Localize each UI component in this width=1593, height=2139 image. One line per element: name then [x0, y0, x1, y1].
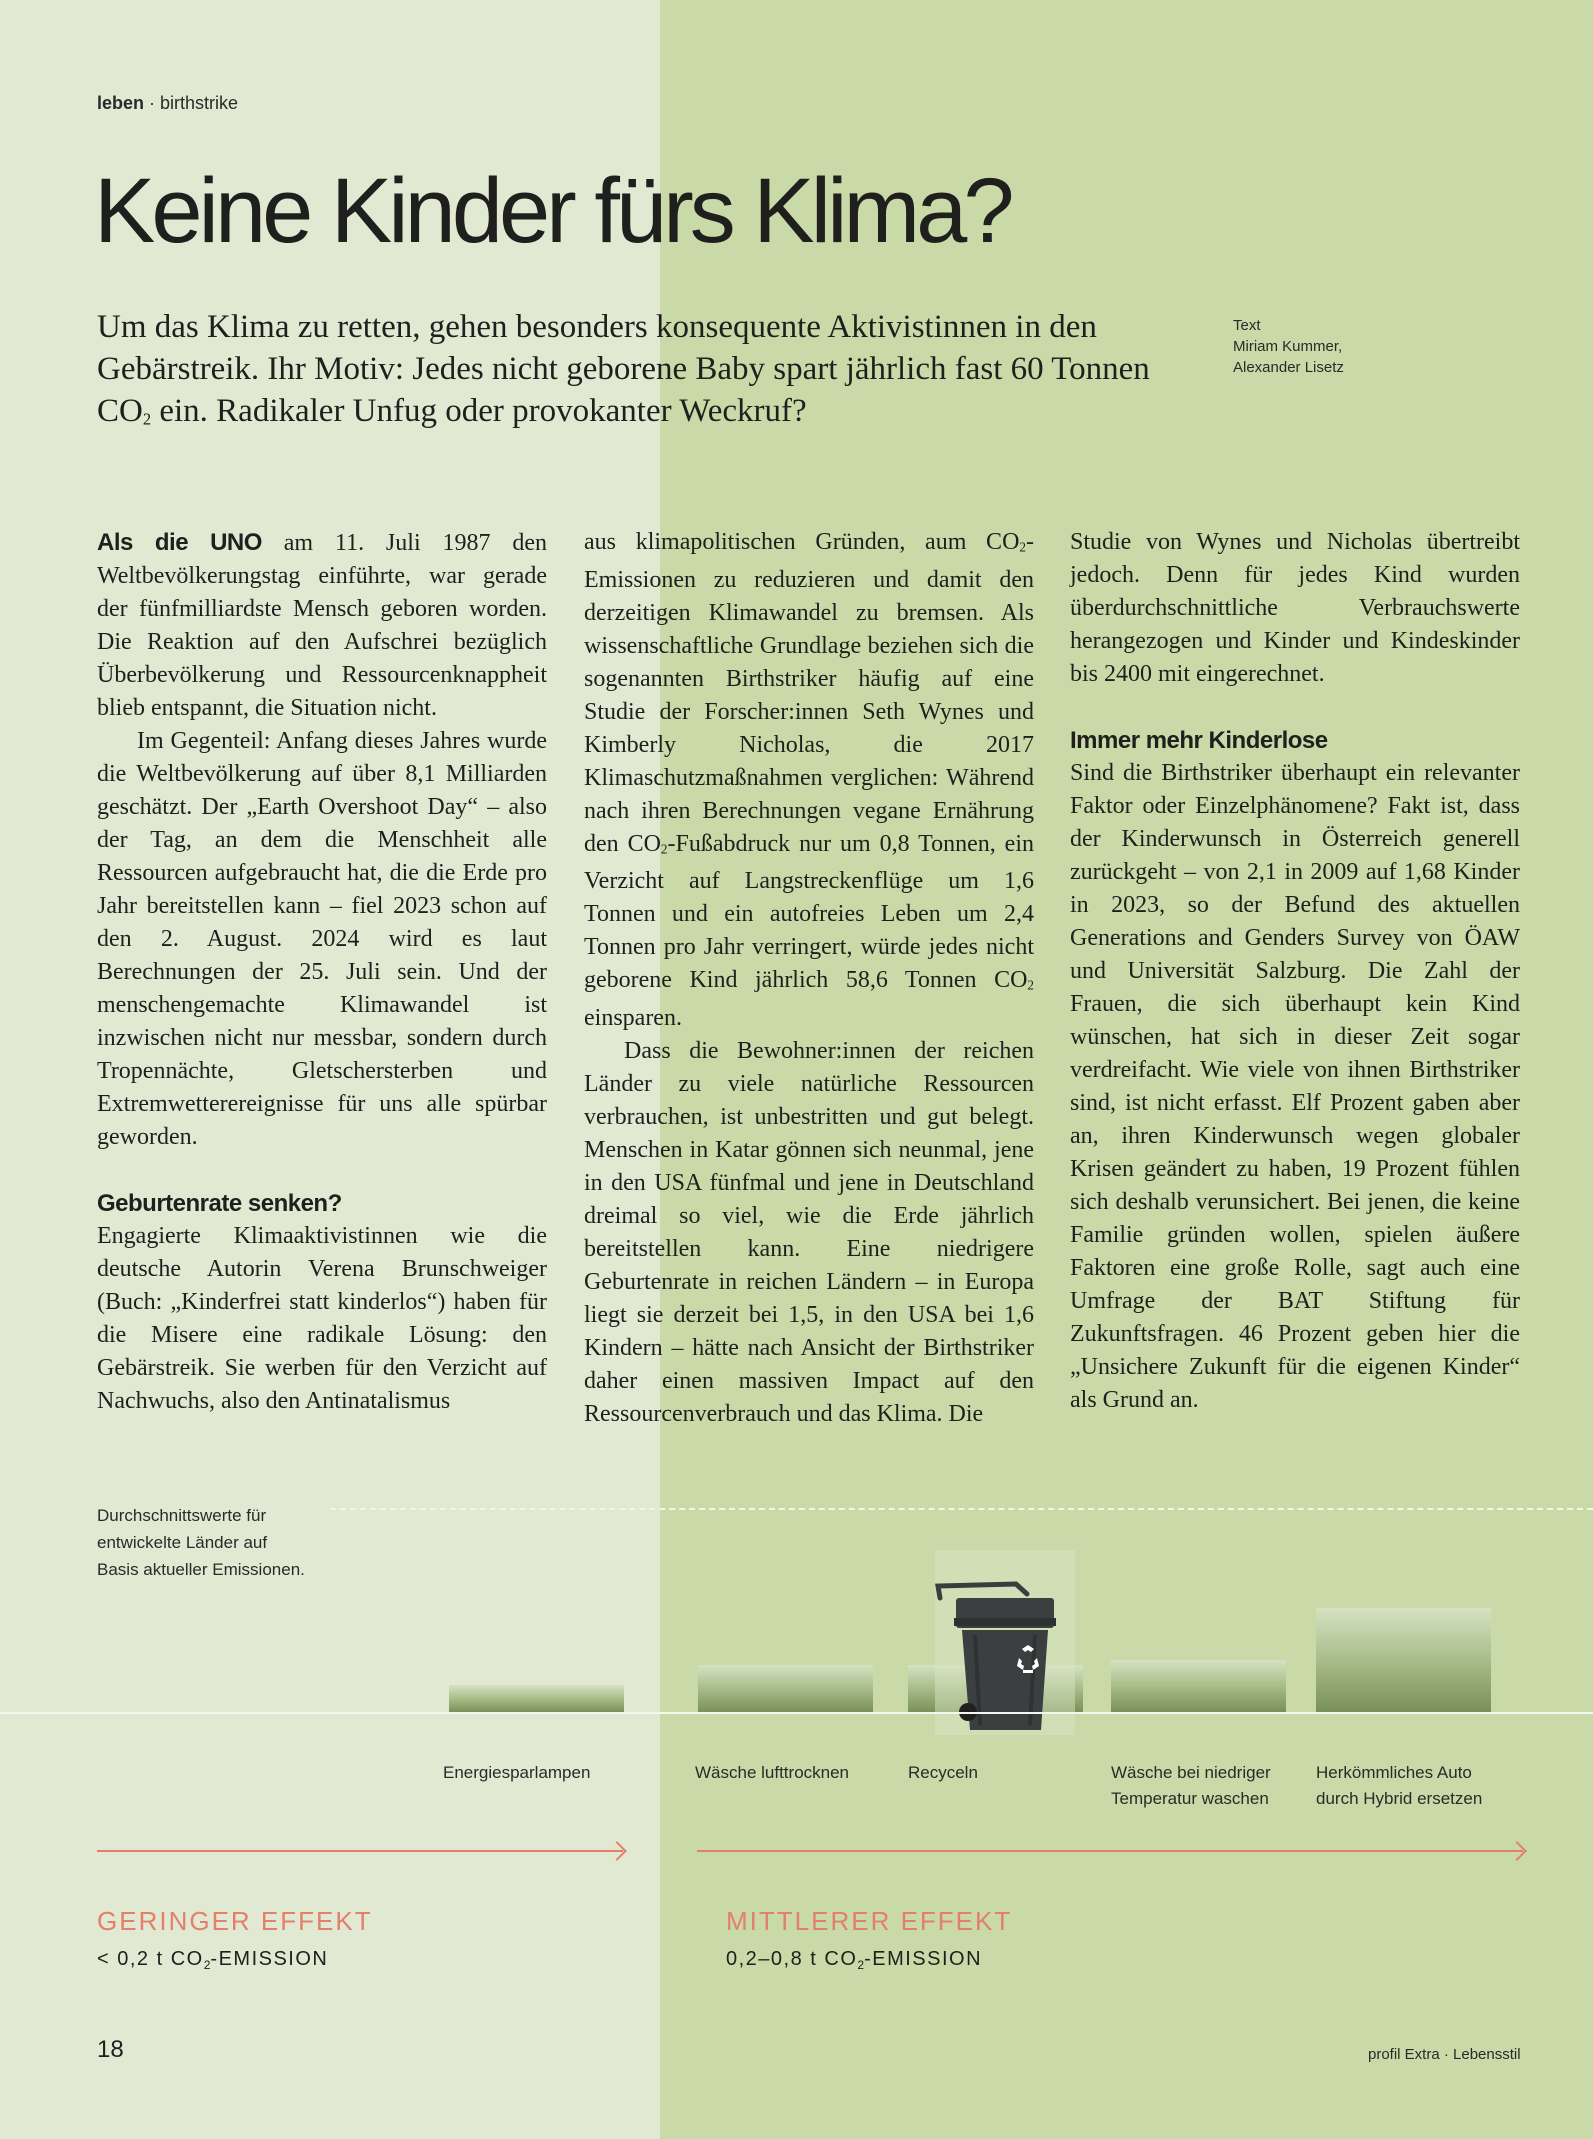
credit-author-2: Alexander Lisetz	[1233, 359, 1344, 376]
arrow-line-low	[97, 1850, 623, 1852]
lead-co2-subscript: 2	[142, 409, 152, 429]
article-column-1	[97, 526, 547, 1418]
breadcrumb-separator: ·	[144, 93, 161, 113]
dashed-guide-line	[330, 1508, 1593, 1510]
col1-runin: Als die UNO	[97, 529, 262, 556]
col2-p1-sub-2: 2	[660, 841, 668, 857]
effect-title-low: GERINGER EFFEKT	[97, 1906, 373, 1936]
effect-label-4-line-2: Temperatur waschen	[1111, 1789, 1269, 1808]
col2-p1-d: einsparen.	[584, 1004, 682, 1031]
effect-range-medium-b: -EMISSION	[864, 1948, 983, 1970]
effect-label-4	[1111, 1760, 1271, 1812]
effect-label-4-line-1: Wäsche bei niedriger	[1111, 1763, 1271, 1782]
effect-label-5-line-2: durch Hybrid ersetzen	[1316, 1789, 1483, 1808]
publication-footer: profil Extra · Lebensstil	[1368, 2046, 1521, 2063]
col2-p1-b: -Emissionen zu reduzieren und damit den derzeitigen Klimawandel zu bremsen. Als wissenschaftliche Grundlage beziehen sich die sogenannten Birthstriker häufig auf eine Studie der Forscher:innen Seth Wynes und Kimberly Nicholas, die 2017 Klimaschutzmaßnahmen verglichen: Während nach ihren Berechnungen vegane Ernährung den CO	[584, 529, 1034, 857]
effect-label-5-line-1: Herkömmliches Auto	[1316, 1763, 1472, 1782]
col2-paragraph-1	[584, 526, 1034, 1035]
effect-label-1	[443, 1760, 590, 1786]
effect-range-low	[97, 1948, 328, 1972]
effect-range-medium-a: 0,2–0,8 t CO	[726, 1948, 858, 1970]
effect-label-3	[908, 1760, 978, 1786]
lead-text-end: ein. Radikaler Unfug oder provokanter Weckruf?	[151, 393, 807, 429]
col2-p1-c: -Fußabdruck nur um 0,8 Tonnen, ein Verzicht auf Langstreckenflüge um 1,6 Tonnen und ein autofreies Leben um 2,4 Tonnen pro Jahr verringert, würde jedes nicht geborene Kind jährlich 58,6 Tonnen CO	[584, 830, 1034, 994]
lead-paragraph	[97, 306, 1157, 440]
effect-bar-4	[1111, 1660, 1286, 1712]
credit-label: Text	[1233, 317, 1261, 334]
col1-paragraph-3: Engagierte Klimaaktivistinnen wie die deutsche Autorin Verena Brunschweiger (Buch: „Kinderfrei statt kinderlos“) haben für die Misere eine radikale Lösung: den Gebärstreik. Sie werben für den Verzicht auf Nachwuchs, also den Antinatalismus	[97, 1223, 547, 1414]
chart-baseline	[0, 1712, 1593, 1714]
col1-paragraph-2: Im Gegenteil: Anfang dieses Jahres wurde die Weltbevölkerung auf über 8,1 Milliarden geschätzt. Der „Earth Overshoot Day“ – also der Tag, an dem die Menschheit alle Ressourcen aufgebraucht hat, die die Erde pro Jahr bereitstellen kann – fiel 2023 schon auf den 2. August. 2024 wird es laut Berechnungen der 25. Juli sein. Und der menschengemachte Klimawandel ist inzwischen nicht nur messbar, sondern durch Tropennächte, Gletschersterben und Extremwetterereignisse für uns alle spürbar geworden.	[97, 728, 547, 1150]
credit-author-1: Miriam Kummer,	[1233, 338, 1343, 355]
effect-bar-5	[1316, 1608, 1491, 1712]
col2-p1-sub-3: 2	[1027, 977, 1034, 993]
col3-subheading: Immer mehr Kinderlose	[1070, 727, 1328, 754]
page-number: 18	[97, 2036, 124, 2063]
col3-paragraph-1: Studie von Wynes und Nicholas übertreibt jedoch. Denn für jedes Kind wurden überdurchschnittliche Verbrauchswerte herangezogen und Kinder und Kindeskinder bis 2400 mit eingerechnet.	[1070, 529, 1520, 687]
effect-range-low-sub: 2	[203, 1958, 211, 1972]
col1-subheading: Geburtenrate senken?	[97, 1190, 342, 1217]
effect-title-medium: MITTLERER EFFEKT	[726, 1906, 1013, 1936]
arrow-head-low	[607, 1841, 627, 1861]
lead-text-start: Um das Klima zu retten, gehen besonders konsequente Aktivistinnen in den Gebärstreik. Ihr Motiv: Jedes nicht geborene Baby spart jährlich fast 60 Tonnen CO	[97, 309, 1150, 429]
effect-label-1-line-1: Energiesparlampen	[443, 1763, 591, 1782]
author-credit	[1233, 315, 1344, 378]
col1-p1-text: am 11. Juli 1987 den Weltbevölkerungstag einführte, war gerade der fünfmilliardste Mensch geboren worden. Die Reaktion auf den Aufschrei bezüglich Überbevölkerung und Ressourcenknappheit blieb entspannt, die Situation nicht.	[97, 530, 547, 721]
note-line-3: Basis aktueller Emissionen.	[97, 1560, 305, 1579]
effect-bar-2	[698, 1665, 873, 1712]
note-line-2: entwickelte Länder auf	[97, 1533, 268, 1552]
effect-label-2-line-1: Wäsche lufttrocknen	[695, 1763, 850, 1782]
col3-paragraph-2: Sind die Birthstriker überhaupt ein relevanter Faktor oder Einzelphänomene? Fakt ist, dass der Kinderwunsch in Österreich generell zurückgeht – von 2,1 in 2009 auf 1,68 Kinder in 2023, so der Befund des aktuellen Generations and Genders Survey von ÖAW und Universität Salzburg. Die Zahl der Frauen, die sich überhaupt kein Kind wünschen, hat sich in dieser Zeit sogar verdreifacht. Wie viele von ihnen Birthstriker sind, ist nicht erfasst. Elf Prozent gaben aber an, ihren Kinderwunsch wegen globaler Krisen geändert zu haben, 19 Prozent fühlen sich deshalb verunsichert. Bei jenen, die keine Familie gründen wollen, spielen äußere Faktoren eine große Rolle, sagt auch eine Umfrage der BAT Stiftung für Zukunftsfragen. 46 Prozent geben hier die „Unsichere Zukunft für die eigenen Kinder“ als Grund an.	[1070, 760, 1520, 1413]
article-column-2	[584, 526, 1034, 1431]
effect-range-medium-sub: 2	[857, 1958, 865, 1972]
col2-p1-sub-1: 2	[1019, 539, 1026, 555]
article-column-3	[1070, 526, 1520, 1417]
breadcrumb	[97, 93, 238, 114]
effect-range-low-b: -EMISSION	[210, 1948, 329, 1970]
arrow-line-medium	[697, 1850, 1523, 1852]
infographic-note	[97, 1502, 305, 1583]
effect-label-3-line-1: Recyceln	[908, 1763, 978, 1782]
effect-bar-1	[449, 1685, 624, 1712]
breadcrumb-section[interactable]: leben	[97, 93, 145, 113]
col2-p1-a: aus klimapolitischen Gründen, aum CO	[584, 529, 1020, 555]
effect-range-medium	[726, 1948, 982, 1972]
effect-label-2	[695, 1760, 849, 1786]
page-title: Keine Kinder fürs Klima?	[94, 160, 1011, 262]
note-line-1: Durchschnittswerte für	[97, 1506, 267, 1525]
col2-paragraph-2: Dass die Bewohner:innen der reichen Länder zu viele natürliche Ressourcen verbrauchen, ist unbestritten und gut belegt. Menschen in Katar gönnen sich neunmal, jene in den USA fünfmal und jene in Deutschland dreimal so viel, wie die Erde jährlich bereitstellen kann. Eine niedrigere Geburtenrate in reichen Ländern – in Europa liegt sie derzeit bei 1,5, in den USA bei 1,6 Kindern – hätte nach Ansicht der Birthstriker daher einen massiven Impact auf den Ressourcenverbrauch und das Klima. Die	[584, 1037, 1034, 1427]
breadcrumb-topic[interactable]: birthstrike	[160, 93, 239, 113]
effect-range-low-a: < 0,2 t CO	[97, 1948, 204, 1970]
col1-paragraph-1	[97, 526, 547, 725]
effect-label-5	[1316, 1760, 1482, 1812]
